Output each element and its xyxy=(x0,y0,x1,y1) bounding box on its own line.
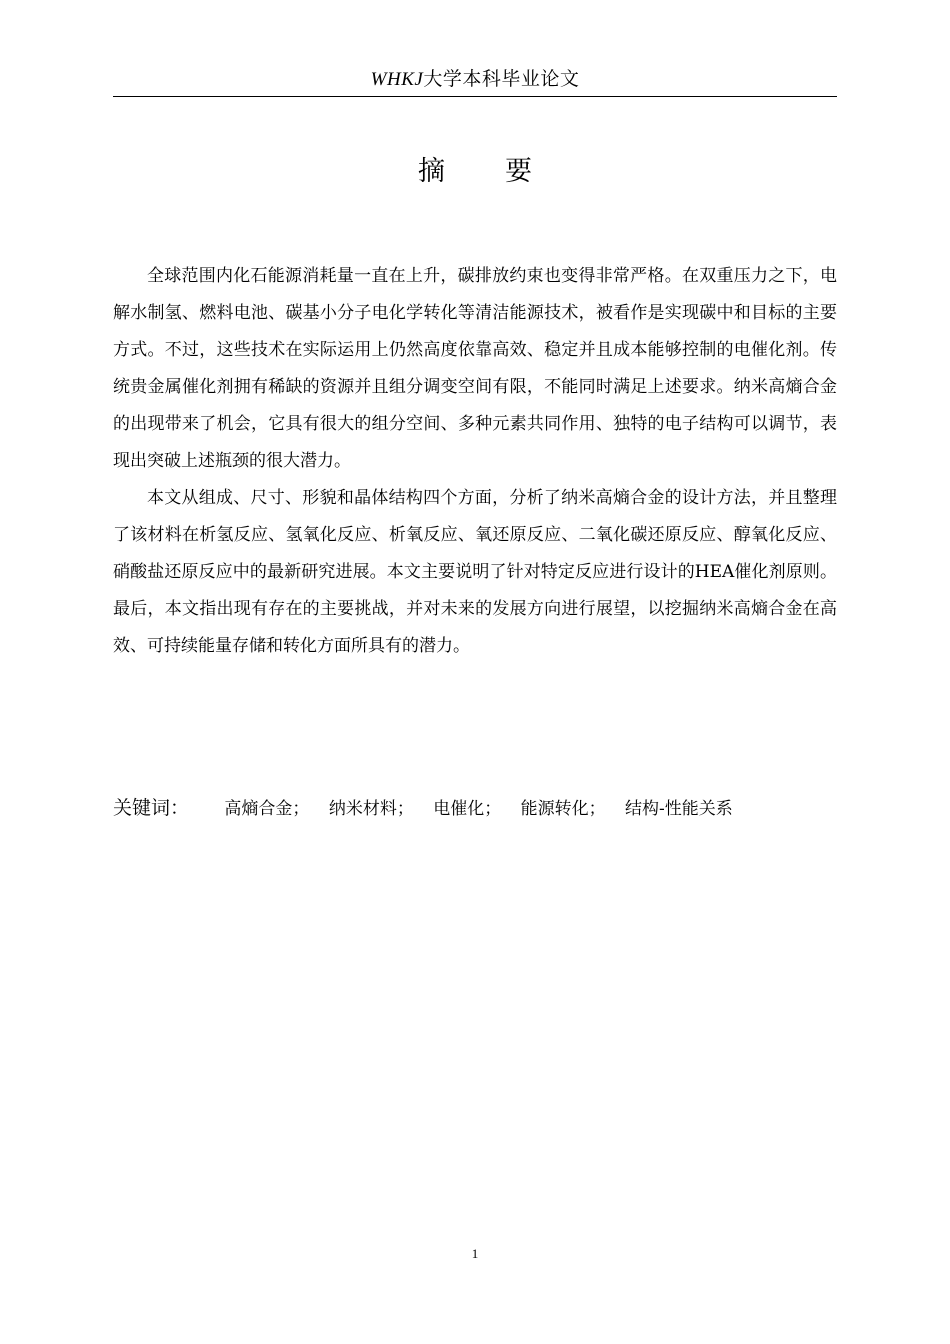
keyword-item: 结构-性能关系 xyxy=(625,799,733,819)
keywords-label: 关键词： xyxy=(113,797,190,819)
keyword-item: 纳米材料； xyxy=(328,799,414,819)
header-institution-code: WHKJ xyxy=(370,69,424,90)
abstract-paragraph-2: 本文从组成、尺寸、形貌和晶体结构四个方面，分析了纳米高熵合金的设计方法，并且整理了该材料在析氢反应、氢氧化反应、析氧反应、氧还原反应、二氧化碳还原反应、醇氧化反应、硝酸盐还原反应中的最新研究进展。本文主要说明了针对特定反应进行设计的HEA催化剂原则。最后，本文指出现有存在的主要挑战，并对未来的发展方向进行展望，以挖掘纳米高熵合金在高效、可持续能量存储和转化方面所具有的潜力。 xyxy=(113,488,837,656)
header-title: 大学本科毕业论文 xyxy=(423,68,580,90)
abstract-title: 摘要 xyxy=(418,156,592,187)
running-header xyxy=(113,64,837,97)
abstract-body xyxy=(113,258,837,665)
abstract-paragraph-1: 全球范围内化石能源消耗量一直在上升，碳排放约束也变得非常严格。在双重压力之下，电解水制氢、燃料电池、碳基小分子电化学转化等清洁能源技术，被看作是实现碳中和目标的主要方式。不过，这些技术在实际运用上仍然高度依靠高效、稳定并且成本能够控制的电催化剂。传统贵金属催化剂拥有稀缺的资源并且组分调变空间有限，不能同时满足上述要求。纳米高熵合金的出现带来了机会，它具有很大的组分空间、多种元素共同作用、独特的电子结构可以调节，表现出突破上述瓶颈的很大潜力。 xyxy=(113,266,837,471)
keyword-item: 高熵合金； xyxy=(224,799,310,819)
keywords-line xyxy=(113,792,837,825)
page-number: 1 xyxy=(471,1246,479,1261)
keyword-item: 电催化； xyxy=(433,799,502,819)
keyword-item: 能源转化； xyxy=(520,799,606,819)
